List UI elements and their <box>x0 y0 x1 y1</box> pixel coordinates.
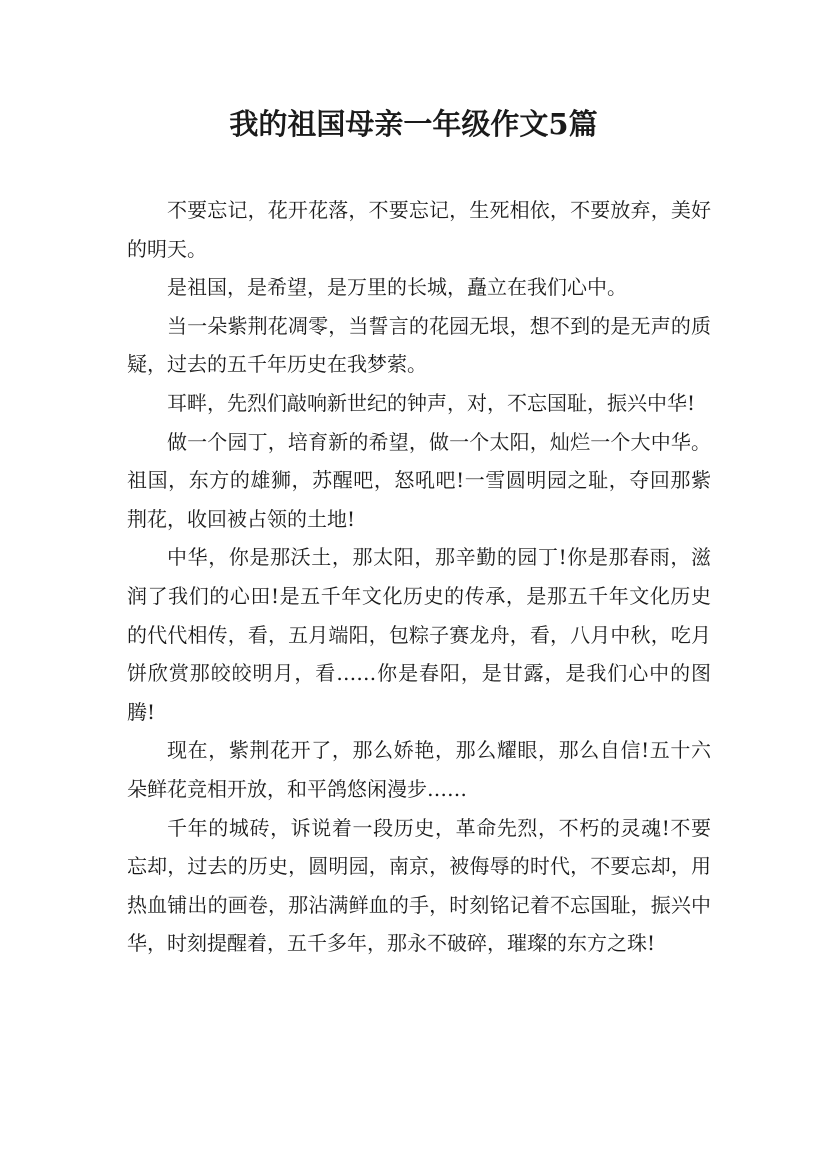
paragraph: 中华，你是那沃土，那太阳，那辛勤的园丁!你是那春雨，滋润了我们的心田!是五千年文化历史的传承，是那五千年文化历史的代代相传，看，五月端阳，包粽子赛龙舟，看，八月中秋，吃月饼欣赏那皎皎明月，看……你是春阳，是甘露，是我们心中的图腾! <box>127 545 711 724</box>
paragraph: 做一个园丁，培育新的希望，做一个太阳，灿烂一个大中华。祖国，东方的雄狮，苏醒吧，怒吼吧!一雪圆明园之耻，夺回那紫荆花，收回被占领的土地! <box>127 429 711 531</box>
paragraph: 现在，紫荆花开了，那么娇艳，那么耀眼，那么自信!五十六朵鲜花竞相开放，和平鸽悠闲漫步…… <box>127 738 711 801</box>
paragraph: 千年的城砖，诉说着一段历史，革命先烈，不朽的灵魂!不要忘却，过去的历史，圆明园，南京，被侮辱的时代，不要忘却，用热血铺出的画卷，那沾满鲜血的手，时刻铭记着不忘国耻，振兴中华，时刻提醒着，五千多年，那永不破碎，璀璨的东方之珠! <box>127 815 711 956</box>
paragraph: 是祖国，是希望，是万里的长城，矗立在我们心中。 <box>167 275 627 300</box>
paragraph: 不要忘记，花开花落，不要忘记，生死相依，不要放弃，美好的明天。 <box>127 198 711 261</box>
document-title: 我的祖国母亲一年级作文5篇 <box>229 107 598 141</box>
paragraph: 耳畔，先烈们敲响新世纪的钟声，对，不忘国耻，振兴中华! <box>167 390 696 415</box>
paragraph: 当一朵紫荆花凋零，当誓言的花园无垠，想不到的是无声的质疑，过去的五千年历史在我梦萦。 <box>127 313 711 377</box>
document-body <box>127 191 711 963</box>
